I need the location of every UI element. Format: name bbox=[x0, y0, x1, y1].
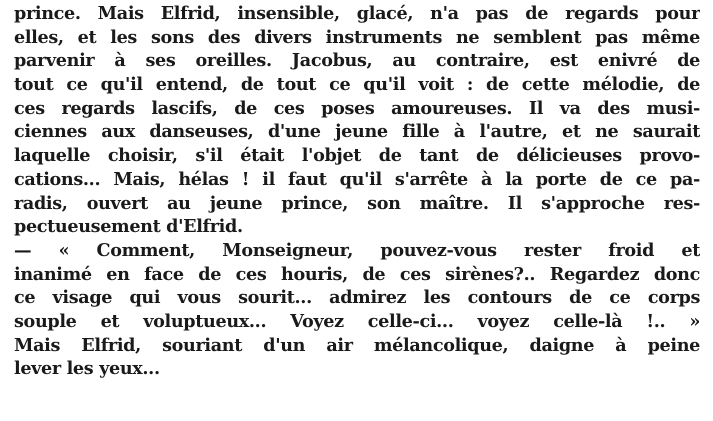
text-line: radis, ouvert au jeune prince, son maître. Il s'approche res- bbox=[14, 192, 700, 214]
text-line: ciennes aux danseuses, d'une jeune fille à l'autre, et ne saurait bbox=[14, 121, 700, 143]
text-line: ce visage qui vous sourit... admirez les contours de ce corps bbox=[14, 287, 700, 309]
text-line: inanimé en face de ces houris, de ces sirènes?.. Regardez donc bbox=[14, 263, 700, 285]
text-line: lever les yeux... bbox=[14, 358, 160, 380]
text-line: — « Comment, Monseigneur, pouvez-vous rester froid et bbox=[14, 239, 700, 261]
text-line: elles, et les sons des divers instruments ne semblent pas même bbox=[14, 26, 700, 48]
text-line: laquelle choisir, s'il était l'objet de tant de délicieuses provo- bbox=[14, 145, 700, 167]
text-line: pectueusement d'Elfrid. bbox=[14, 216, 243, 238]
text-line: Mais Elfrid, souriant d'un air mélancolique, daigne à peine bbox=[14, 334, 700, 356]
text-line: tout ce qu'il entend, de tout ce qu'il voit : de cette mélodie, de bbox=[14, 74, 700, 96]
text-line: cations... Mais, hélas ! il faut qu'il s'arrête à la porte de ce pa- bbox=[14, 168, 700, 190]
text-line: parvenir à ses oreilles. Jacobus, au contraire, est enivré de bbox=[14, 50, 700, 72]
text-line: souple et voluptueux... Voyez celle-ci... voyez celle-là !.. » bbox=[14, 310, 700, 332]
text-line: ces regards lascifs, de ces poses amoureuses. Il va des musi- bbox=[14, 97, 700, 119]
text-line: prince. Mais Elfrid, insensible, glacé, n'a pas de regards pour bbox=[14, 3, 700, 24]
body-text bbox=[14, 2, 700, 381]
